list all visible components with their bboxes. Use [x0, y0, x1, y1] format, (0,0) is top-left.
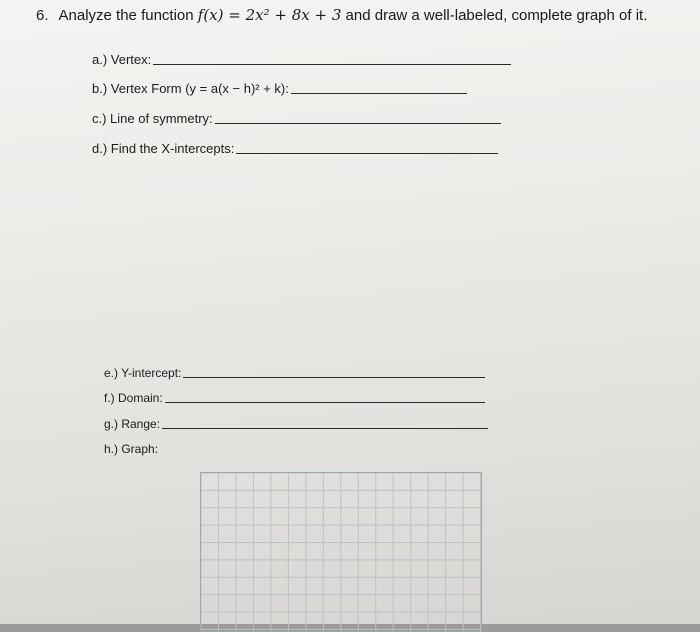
- part-g-range: [104, 417, 488, 431]
- part-f-label: f.) Domain:: [104, 391, 163, 405]
- part-h-graph: [104, 442, 158, 456]
- part-g-answer-line[interactable]: [162, 428, 488, 429]
- part-d-label: d.) Find the X-intercepts:: [92, 141, 235, 156]
- question-prompt: [36, 6, 647, 24]
- part-e-y-intercept: [104, 366, 485, 380]
- graph-grid[interactable]: [200, 472, 482, 632]
- part-e-answer-line[interactable]: [183, 377, 485, 378]
- part-a-answer-line[interactable]: [153, 64, 511, 65]
- part-e-label: e.) Y-intercept:: [104, 366, 182, 380]
- part-g-label: g.) Range:: [104, 417, 161, 431]
- part-c-label: c.) Line of symmetry:: [92, 111, 213, 126]
- question-text-before: Analyze the function: [58, 7, 198, 24]
- question-number: 6.: [36, 7, 49, 24]
- part-b-answer-line[interactable]: [291, 93, 467, 94]
- part-c-answer-line[interactable]: [215, 123, 501, 124]
- part-b-label: b.) Vertex Form (y = a(x − h)² + k):: [92, 81, 289, 96]
- part-a-label: a.) Vertex:: [92, 52, 152, 67]
- part-c-line-of-symmetry: [92, 111, 501, 126]
- function-formula: f(x) = 2x² + 8x + 3: [197, 6, 342, 24]
- part-h-label: h.) Graph:: [104, 442, 159, 456]
- part-f-domain: [104, 391, 485, 405]
- part-f-answer-line[interactable]: [165, 402, 485, 403]
- question-text-after: and draw a well-labeled, complete graph of it.: [341, 7, 648, 24]
- part-b-vertex-form: [92, 81, 467, 96]
- part-a-vertex: [92, 52, 511, 67]
- part-d-answer-line[interactable]: [236, 153, 498, 154]
- part-d-x-intercepts: [92, 141, 498, 156]
